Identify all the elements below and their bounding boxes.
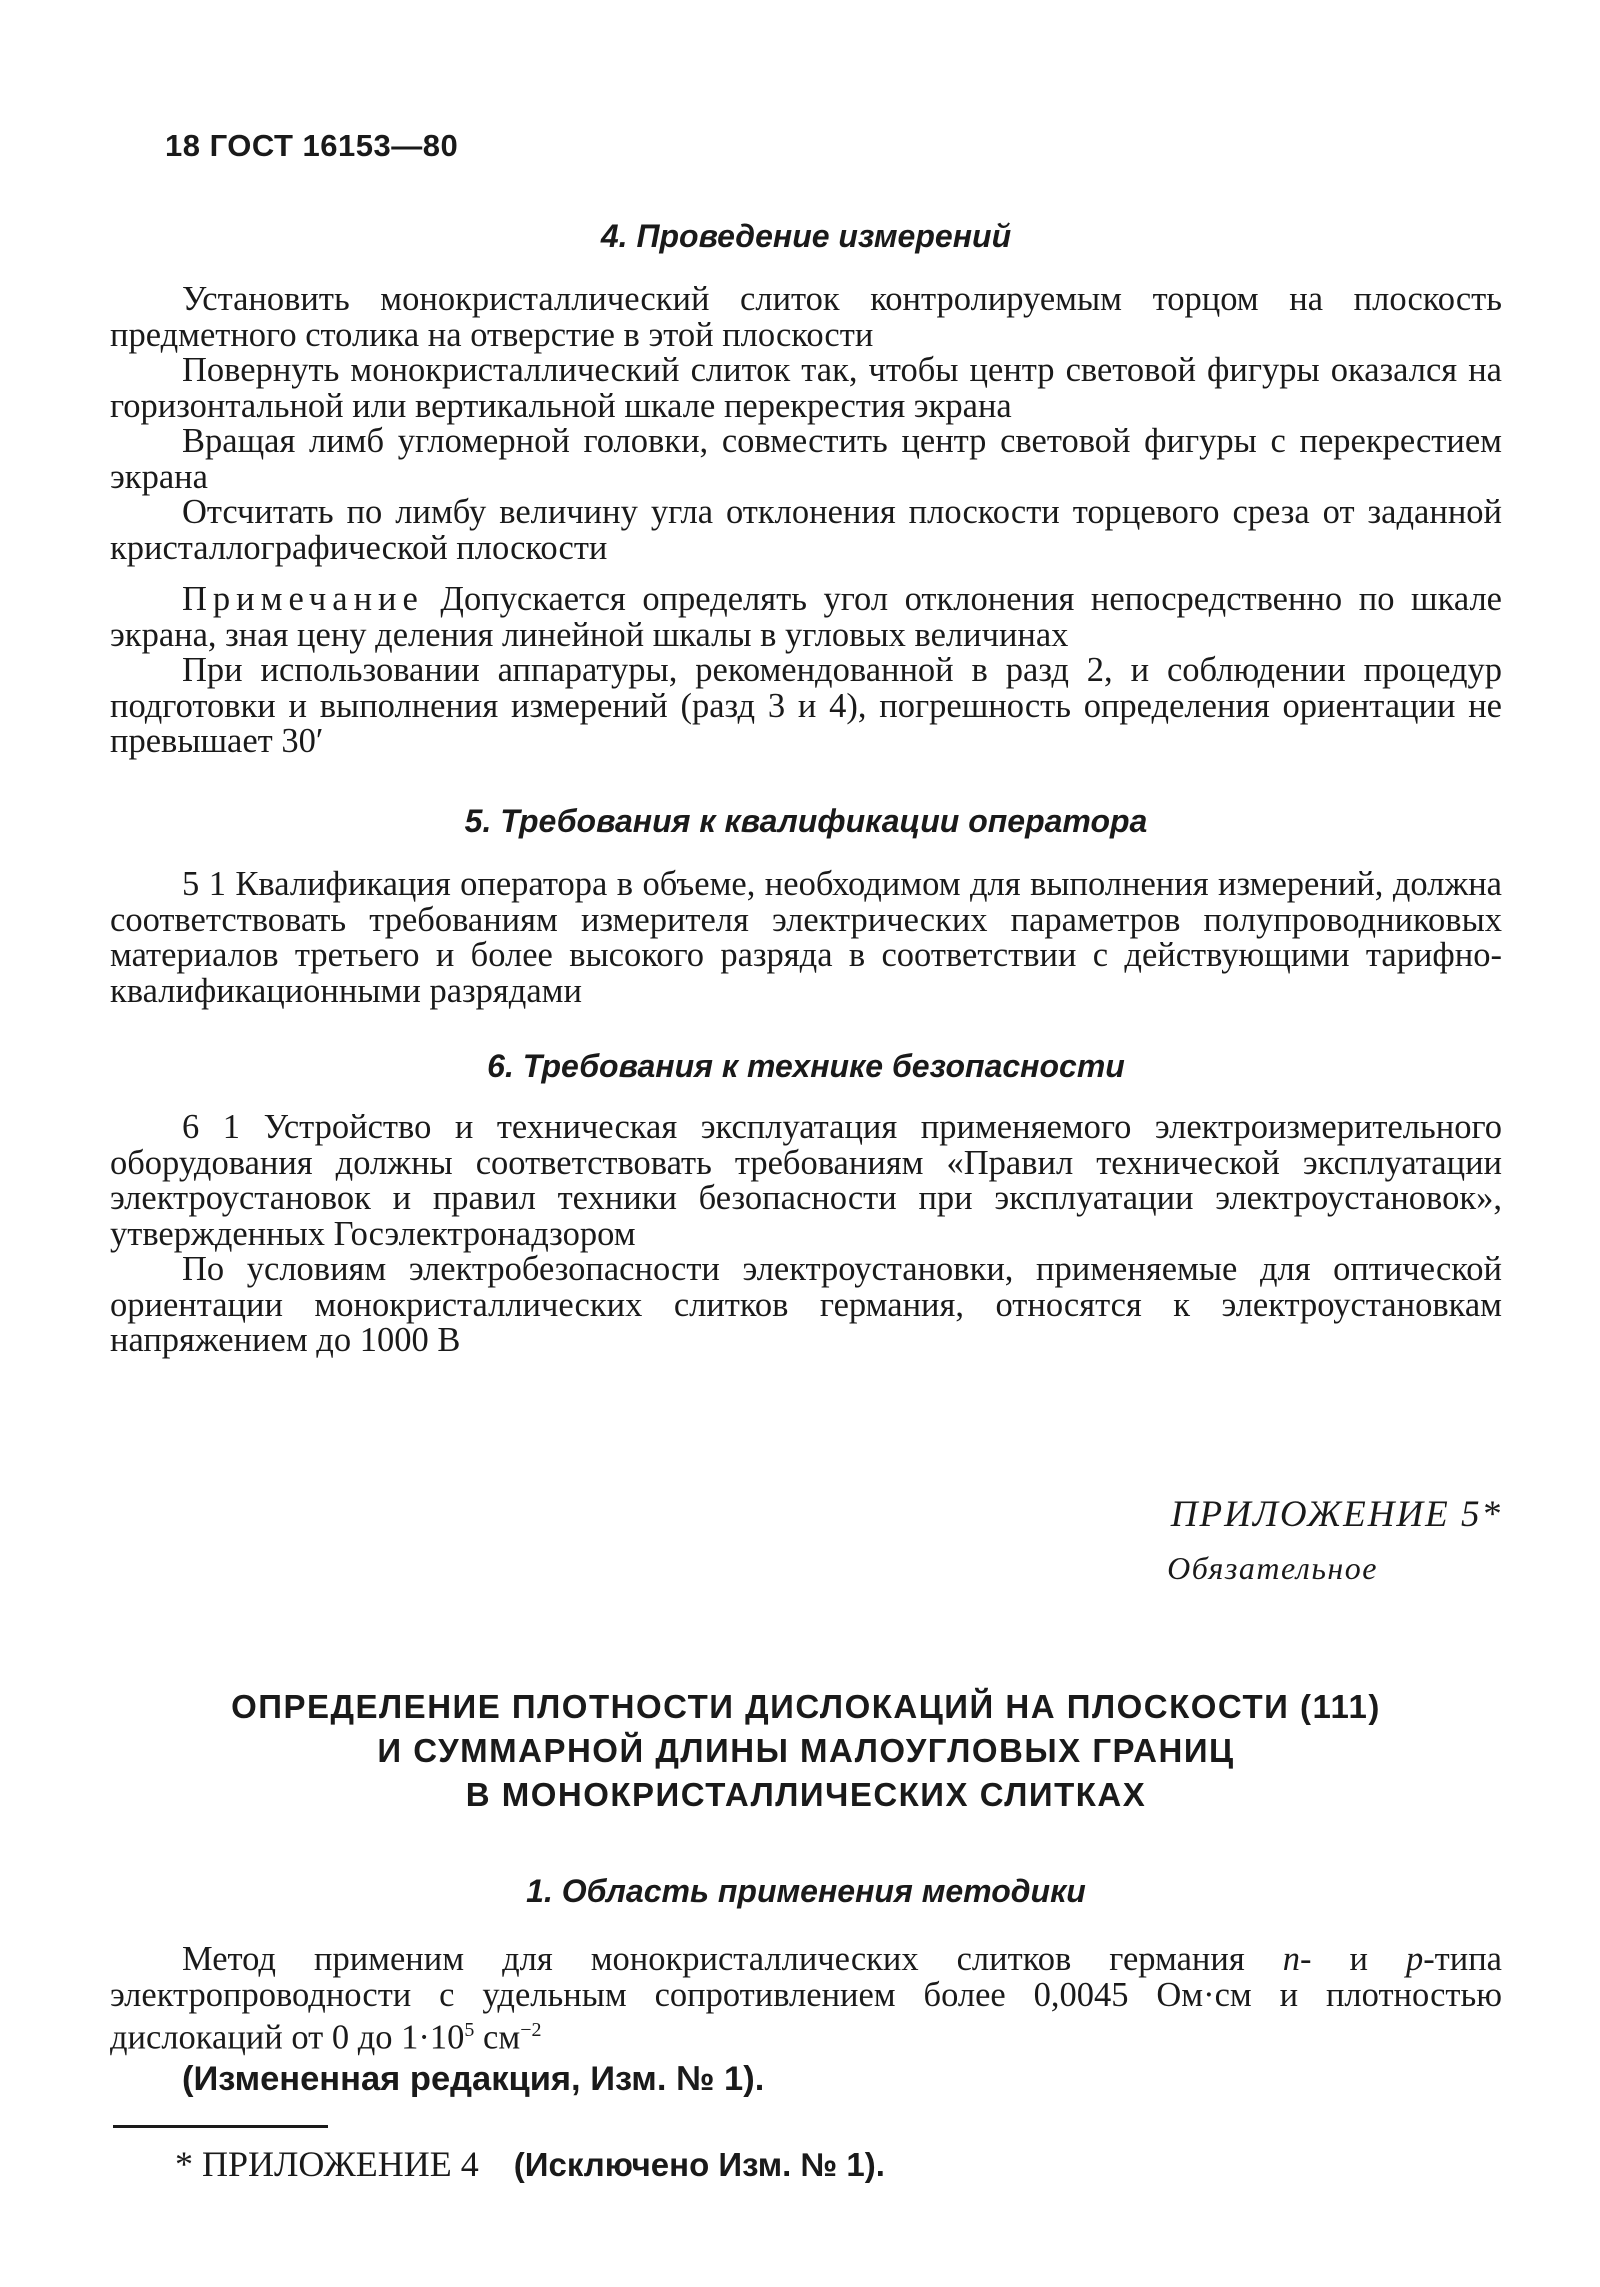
paragraph: Вращая лимб угломерной головки, совместить центр световой фигуры с перекрестием экрана — [110, 422, 1502, 496]
title-line: В МОНОКРИСТАЛЛИЧЕСКИХ СЛИТКАХ — [465, 1776, 1147, 1813]
text-run: см — [474, 2018, 521, 2057]
paragraph: Повернуть монокристаллический слиток так, чтобы центр световой фигуры оказался на горизонтальной или вертикальной шкале перекрестия экрана — [110, 351, 1502, 425]
paragraph: 6 1 Устройство и техническая эксплуатация применяемого электроизмерительного оборудования должны соответствовать требованиям «Правил технической эксплуатации электроустановок и правил техники безопасности при эксплуатации электроустановок», утвержденных Госэлектронадзором — [110, 1108, 1502, 1253]
page-header: 18 ГОСТ 16153—80 — [165, 128, 459, 163]
footnote-divider — [113, 2125, 328, 2128]
appendix-status — [1167, 1550, 1378, 1587]
text-run: -типа электропроводности с удельным сопротивлением более 0,0045 Ом·см и плотностью дислокаций от 0 до 1·10 — [110, 1940, 1502, 2057]
paragraph — [110, 1942, 1502, 2056]
title-line: И СУММАРНОЙ ДЛИНЫ МАЛОУГЛОВЫХ ГРАНИЦ — [377, 1732, 1235, 1769]
section-5-title: 5. Требования к квалификации оператора — [464, 803, 1148, 839]
text-run: p — [1405, 1940, 1424, 1978]
note-label: Примечание — [182, 580, 424, 618]
paragraph: При использовании аппаратуры, рекомендованной в разд 2, и соблюдении процедур подготовки и выполнения измерений (разд 3 и 4), погрешность определения ориентации не превышает 30′ — [110, 651, 1502, 760]
text-run: Метод применим для монокристаллических слитков германия — [182, 1940, 1283, 1978]
paragraph: Установить монокристаллический слиток контролируемым торцом на плоскость предметного столика на отверстие в этой плоскости — [110, 280, 1502, 354]
footnote-note: (Исключено Изм. № 1). — [513, 2146, 885, 2183]
section-4-note — [110, 582, 1502, 760]
paragraph: 5 1 Квалификация оператора в объеме, необходимом для выполнения измерений, должна соответствовать требованиям измерителя электрических параметров полупроводниковых материалов третьего и более высокого разряда в соответствии с действующими тарифно-квалификационными разрядами — [110, 865, 1502, 1010]
section-6-body — [110, 1110, 1502, 1359]
scope-section-title: 1. Область применения методики — [526, 1873, 1086, 1909]
note-text: Допускается определять угол отклонения непосредственно по шкале экрана, зная цену деления линейной шкалы в угловых величинах — [110, 580, 1502, 654]
appendix-title — [110, 1685, 1502, 1817]
paragraph: Отсчитать по лимбу величину угла отклонения плоскости торцевого среза от заданной кристаллографической плоскости — [110, 493, 1502, 567]
text-run: n — [1282, 1940, 1300, 1978]
appendix-label — [1171, 1493, 1502, 1536]
superscript: −2 — [520, 2019, 542, 2041]
section-6-title: 6. Требования к технике безопасности — [487, 1048, 1125, 1084]
scope-section-body — [110, 1942, 1502, 2098]
paragraph: По условиям электробезопасности электроустановки, применяемые для оптической ориентации монокристаллических слитков германия, относятся к электроустановкам напряжением до 1000 В — [110, 1250, 1502, 1359]
superscript: 5 — [464, 2019, 475, 2041]
text-run: - и — [1299, 1940, 1406, 1978]
section-4-body — [110, 282, 1502, 566]
note-paragraph — [110, 582, 1502, 653]
appendix-status-text: Обязательное — [1167, 1550, 1378, 1586]
amendment-note: (Измененная редакция, Изм. № 1). — [182, 2060, 765, 2098]
title-line: ОПРЕДЕЛЕНИЕ ПЛОТНОСТИ ДИСЛОКАЦИЙ НА ПЛОСКОСТИ (111) — [231, 1688, 1381, 1725]
footnote — [175, 2143, 885, 2185]
footnote-prefix: * ПРИЛОЖЕНИЕ 4 — [175, 2144, 479, 2184]
appendix-number: ПРИЛОЖЕНИЕ 5* — [1170, 1494, 1502, 1535]
section-5-body — [110, 867, 1502, 1009]
section-4-title: 4. Проведение измерений — [600, 218, 1012, 254]
